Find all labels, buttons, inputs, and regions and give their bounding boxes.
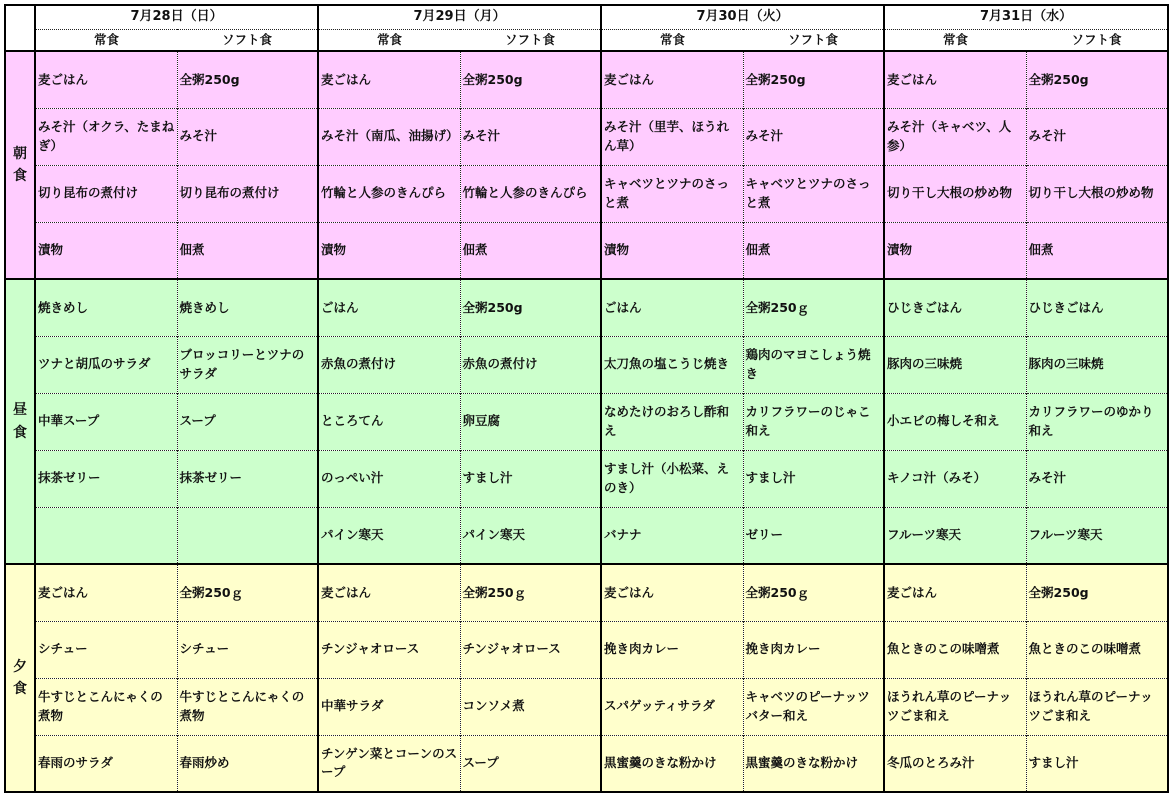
- meal-label-lunch: [5, 279, 35, 564]
- menu-item-cell: 黒蜜羹のきな粉かけ: [601, 735, 743, 792]
- menu-item-cell: フルーツ寒天: [1026, 507, 1168, 564]
- header-row-dates: [5, 5, 1168, 29]
- menu-item-cell: すまし汁（小松菜、えのき）: [601, 450, 743, 507]
- menu-item-cell: 漬物: [884, 222, 1026, 279]
- meal-label-breakfast: [5, 51, 35, 279]
- menu-item-cell: 漬物: [35, 222, 177, 279]
- menu-item-cell: すまし汁: [743, 450, 884, 507]
- menu-item-cell: 赤魚の煮付け: [318, 336, 460, 393]
- menu-item-cell: 全粥250ｇ: [177, 564, 318, 621]
- menu-item-cell: すまし汁: [460, 450, 601, 507]
- menu-item-cell: 挽き肉カレー: [743, 621, 884, 678]
- meal-row: [5, 51, 1168, 108]
- menu-item-cell: 麦ごはん: [35, 51, 177, 108]
- meal-row: [5, 279, 1168, 336]
- header-row-types: [5, 29, 1168, 51]
- menu-item-cell: みそ汁: [177, 108, 318, 165]
- day-header-date: 7月29日（月）: [318, 5, 601, 29]
- menu-item-cell: 牛すじとこんにゃくの煮物: [177, 678, 318, 735]
- menu-item-cell: ゼリー: [743, 507, 884, 564]
- menu-item-cell: ごはん: [318, 279, 460, 336]
- menu-item-cell: 全粥250ｇ: [743, 279, 884, 336]
- menu-item-cell: みそ汁（南瓜、油揚げ）: [318, 108, 460, 165]
- menu-item-cell: みそ汁（オクラ、たまねぎ）: [35, 108, 177, 165]
- meal-label-text: 昼食: [13, 402, 27, 441]
- menu-item-cell: 豚肉の三味焼: [884, 336, 1026, 393]
- menu-item-cell: カリフラワーのじゃこ和え: [743, 393, 884, 450]
- meal-row: [5, 621, 1168, 678]
- menu-item-cell: 春雨炒め: [177, 735, 318, 792]
- menu-item-cell: 全粥250ｇ: [460, 564, 601, 621]
- menu-item-cell: チンゲン菜とコーンのスープ: [318, 735, 460, 792]
- menu-item-cell: [35, 507, 177, 564]
- menu-item-cell: 佃煮: [1026, 222, 1168, 279]
- menu-item-cell: 魚ときのこの味噌煮: [884, 621, 1026, 678]
- corner-cell: [5, 5, 35, 51]
- menu-item-cell: 全粥250g: [1026, 51, 1168, 108]
- menu-item-cell: 麦ごはん: [601, 564, 743, 621]
- meal-row: [5, 564, 1168, 621]
- menu-item-cell: パイン寒天: [318, 507, 460, 564]
- meal-label-text: 朝食: [13, 145, 27, 184]
- menu-item-cell: 佃煮: [743, 222, 884, 279]
- menu-item-cell: ひじきごはん: [884, 279, 1026, 336]
- meal-row: [5, 222, 1168, 279]
- diet-type-header: ソフト食: [1026, 29, 1168, 51]
- menu-item-cell: キャベツのピーナッツバター和え: [743, 678, 884, 735]
- menu-item-cell: 全粥250g: [460, 279, 601, 336]
- menu-item-cell: ほうれん草のピーナッツごま和え: [884, 678, 1026, 735]
- menu-item-cell: 太刀魚の塩こうじ焼き: [601, 336, 743, 393]
- menu-item-cell: みそ汁（キャベツ、人参）: [884, 108, 1026, 165]
- menu-item-cell: 中華スープ: [35, 393, 177, 450]
- menu-item-cell: 魚ときのこの味噌煮: [1026, 621, 1168, 678]
- menu-item-cell: 全粥250ｇ: [743, 564, 884, 621]
- menu-item-cell: シチュー: [35, 621, 177, 678]
- menu-item-cell: ごはん: [601, 279, 743, 336]
- day-header-date: 7月31日（水）: [884, 5, 1168, 29]
- menu-item-cell: みそ汁: [743, 108, 884, 165]
- menu-item-cell: 卵豆腐: [460, 393, 601, 450]
- menu-item-cell: 佃煮: [177, 222, 318, 279]
- day-header-date: 7月30日（火）: [601, 5, 884, 29]
- menu-item-cell: 焼きめし: [177, 279, 318, 336]
- menu-item-cell: みそ汁: [460, 108, 601, 165]
- menu-item-cell: 抹茶ゼリー: [35, 450, 177, 507]
- menu-item-cell: カリフラワーのゆかり和え: [1026, 393, 1168, 450]
- menu-item-cell: 麦ごはん: [884, 564, 1026, 621]
- menu-item-cell: スープ: [177, 393, 318, 450]
- menu-item-cell: チンジャオロース: [460, 621, 601, 678]
- menu-item-cell: コンソメ煮: [460, 678, 601, 735]
- meal-row: [5, 165, 1168, 222]
- diet-type-header: 常食: [884, 29, 1026, 51]
- menu-item-cell: シチュー: [177, 621, 318, 678]
- menu-item-cell: 麦ごはん: [601, 51, 743, 108]
- diet-type-header: 常食: [35, 29, 177, 51]
- menu-item-cell: 焼きめし: [35, 279, 177, 336]
- menu-item-cell: 春雨のサラダ: [35, 735, 177, 792]
- menu-item-cell: 竹輪と人参のきんぴら: [318, 165, 460, 222]
- menu-item-cell: 全粥250g: [1026, 564, 1168, 621]
- menu-item-cell: 小エビの梅しそ和え: [884, 393, 1026, 450]
- menu-item-cell: フルーツ寒天: [884, 507, 1026, 564]
- menu-item-cell: 赤魚の煮付け: [460, 336, 601, 393]
- menu-item-cell: すまし汁: [1026, 735, 1168, 792]
- menu-item-cell: 切り昆布の煮付け: [177, 165, 318, 222]
- menu-item-cell: 麦ごはん: [318, 51, 460, 108]
- menu-item-cell: 中華サラダ: [318, 678, 460, 735]
- menu-item-cell: 切り干し大根の炒め物: [884, 165, 1026, 222]
- meal-row: [5, 108, 1168, 165]
- meal-label-dinner: [5, 564, 35, 792]
- menu-item-cell: スパゲッティサラダ: [601, 678, 743, 735]
- menu-item-cell: 鶏肉のマヨこしょう焼き: [743, 336, 884, 393]
- menu-item-cell: 麦ごはん: [318, 564, 460, 621]
- meal-row: [5, 507, 1168, 564]
- menu-table: [4, 4, 1169, 793]
- menu-item-cell: 全粥250g: [177, 51, 318, 108]
- diet-type-header: ソフト食: [743, 29, 884, 51]
- meal-row: [5, 393, 1168, 450]
- menu-item-cell: 漬物: [601, 222, 743, 279]
- menu-item-cell: ブロッコリーとツナのサラダ: [177, 336, 318, 393]
- menu-item-cell: キャベツとツナのさっと煮: [601, 165, 743, 222]
- menu-item-cell: 竹輪と人参のきんぴら: [460, 165, 601, 222]
- menu-item-cell: 切り昆布の煮付け: [35, 165, 177, 222]
- meal-label-text: 夕食: [13, 658, 27, 697]
- menu-item-cell: みそ汁: [1026, 108, 1168, 165]
- diet-type-header: 常食: [318, 29, 460, 51]
- menu-item-cell: 牛すじとこんにゃくの煮物: [35, 678, 177, 735]
- menu-item-cell: 漬物: [318, 222, 460, 279]
- menu-item-cell: のっぺい汁: [318, 450, 460, 507]
- diet-type-header: 常食: [601, 29, 743, 51]
- menu-item-cell: なめたけのおろし酢和え: [601, 393, 743, 450]
- menu-item-cell: みそ汁: [1026, 450, 1168, 507]
- menu-item-cell: 全粥250g: [460, 51, 601, 108]
- menu-item-cell: ひじきごはん: [1026, 279, 1168, 336]
- menu-item-cell: 全粥250g: [743, 51, 884, 108]
- menu-item-cell: キノコ汁（みそ）: [884, 450, 1026, 507]
- menu-item-cell: 豚肉の三味焼: [1026, 336, 1168, 393]
- menu-item-cell: 麦ごはん: [35, 564, 177, 621]
- menu-item-cell: パイン寒天: [460, 507, 601, 564]
- diet-type-header: ソフト食: [177, 29, 318, 51]
- menu-item-cell: [177, 507, 318, 564]
- menu-item-cell: 佃煮: [460, 222, 601, 279]
- menu-item-cell: 冬瓜のとろみ汁: [884, 735, 1026, 792]
- menu-item-cell: キャベツとツナのさっと煮: [743, 165, 884, 222]
- menu-item-cell: スープ: [460, 735, 601, 792]
- day-header-date: 7月28日（日）: [35, 5, 318, 29]
- menu-item-cell: 挽き肉カレー: [601, 621, 743, 678]
- menu-item-cell: 抹茶ゼリー: [177, 450, 318, 507]
- meal-row: [5, 336, 1168, 393]
- menu-item-cell: 麦ごはん: [884, 51, 1026, 108]
- menu-item-cell: ツナと胡瓜のサラダ: [35, 336, 177, 393]
- menu-item-cell: みそ汁（里芋、ほうれん草）: [601, 108, 743, 165]
- meal-row: [5, 735, 1168, 792]
- meal-row: [5, 450, 1168, 507]
- diet-type-header: ソフト食: [460, 29, 601, 51]
- meal-row: [5, 678, 1168, 735]
- menu-item-cell: チンジャオロース: [318, 621, 460, 678]
- menu-item-cell: バナナ: [601, 507, 743, 564]
- menu-item-cell: ところてん: [318, 393, 460, 450]
- menu-item-cell: 黒蜜羹のきな粉かけ: [743, 735, 884, 792]
- menu-item-cell: 切り干し大根の炒め物: [1026, 165, 1168, 222]
- menu-item-cell: ほうれん草のピーナッツごま和え: [1026, 678, 1168, 735]
